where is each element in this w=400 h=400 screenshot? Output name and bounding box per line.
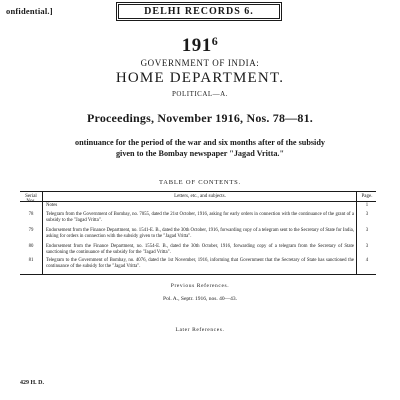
row-description: Notes xyxy=(46,203,58,208)
later-references-heading: Later References. xyxy=(175,327,225,333)
row-page: 3 xyxy=(365,212,369,217)
year-heading xyxy=(0,34,400,57)
column-divider xyxy=(356,192,357,274)
confidential-label: onfidential.] xyxy=(6,6,53,16)
row-number: 81 xyxy=(28,258,34,263)
previous-references-text: Pol. A., Septr. 1916, nos. 40—43. xyxy=(163,296,237,302)
row-description: Endorsement from the Finance Department, no. 1554-E. B., dated the 30th October, 1916, forwarding copy of a telegram from the Secretary of State sanctioning the continuance of the subsidy for the "Jagad Vritta". xyxy=(46,244,354,255)
subject-text xyxy=(0,137,400,159)
department-heading: HOME DEPARTMENT. xyxy=(115,70,285,86)
footer-code: 429 H. D. xyxy=(20,380,44,386)
table-of-contents-title: TABLE OF CONTENTS. xyxy=(159,179,241,186)
column-divider xyxy=(42,192,43,274)
row-page: 3 xyxy=(365,228,369,233)
row-number: 79 xyxy=(28,228,34,233)
subject-line-1: ontinuance for the period of the war and six months after of the subsidy xyxy=(75,138,325,147)
row-page: 1 xyxy=(365,203,369,208)
row-description: Endorsement from the Finance Department, no. 1541-E. B., dated the 30th October, 1916, forwarding copy of a telegram sent to the Secretary of State for India, asking for orders in connection with the subsidy given to the "Jagad Vritta". xyxy=(46,228,354,239)
row-description: Telegram from the Government of Bombay, no. 7055, dated the 21st October, 1916, asking for early orders in connection with the continuance of the grant of a subsidy to the "Jagad Vritta". xyxy=(46,212,354,223)
records-box: DELHI RECORDS 6. xyxy=(118,4,280,19)
subject-line-2: given to the Bombay newspaper "Jagad Vritta." xyxy=(115,149,285,158)
header-rule xyxy=(20,201,376,202)
header-serial: Serial Nos. xyxy=(25,194,37,204)
row-number: 78 xyxy=(28,212,34,217)
header-letters: Letters, etc., and subjects. xyxy=(174,194,226,199)
row-page: 4 xyxy=(365,258,369,263)
section-label: POLITICAL—A. xyxy=(172,90,228,98)
year-superscript: 6 xyxy=(211,34,219,48)
proceedings-heading: Proceedings, November 1916, Nos. 78—81. xyxy=(86,111,313,125)
row-number: 80 xyxy=(28,244,34,249)
header-page: Page. xyxy=(361,194,373,199)
row-page: 3 xyxy=(365,244,369,249)
government-heading: GOVERNMENT OF INDIA: xyxy=(140,58,260,68)
previous-references-heading: Previous References. xyxy=(170,283,230,289)
row-description: Telegram to the Government of Bombay, no. 4076, dated the 1st November, 1916, informing that Government that the Secretary of State has sanctioned the continuance of the subsidy for the "Jagad Vritta". xyxy=(46,258,354,269)
year-main: 191 xyxy=(181,35,212,56)
table-of-contents xyxy=(20,192,376,275)
